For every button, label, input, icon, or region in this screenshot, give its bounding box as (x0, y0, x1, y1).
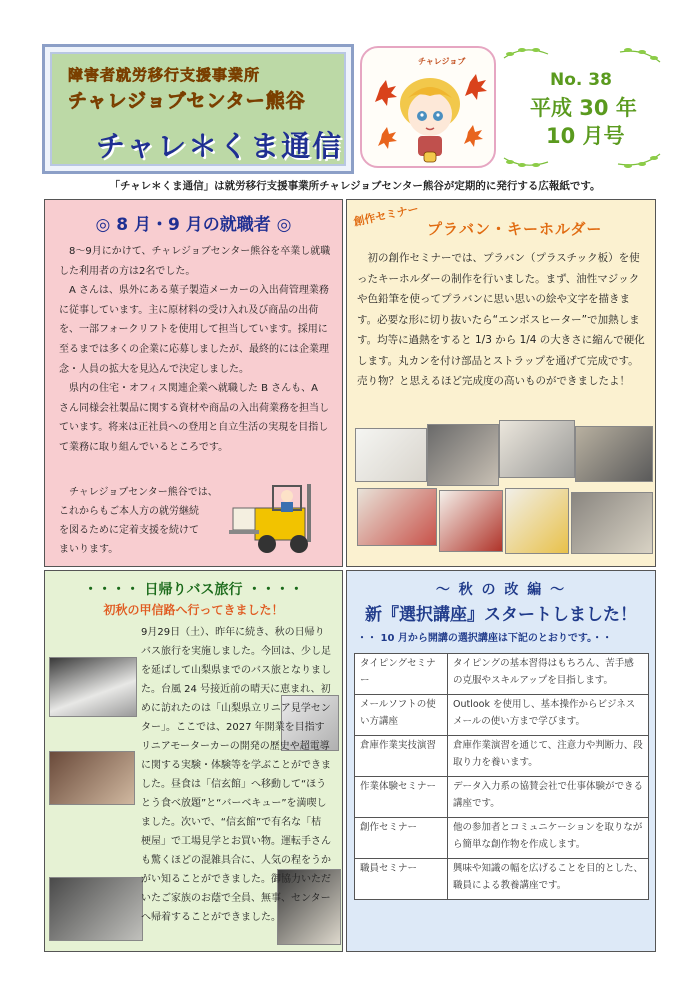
table-row (355, 859, 649, 900)
courses-title: 新『選択講座』スタートしました！ (365, 605, 637, 625)
issue-month: 10 月号 (546, 124, 625, 148)
table-row (355, 777, 649, 818)
course-name: 創作セミナー (355, 818, 448, 859)
masthead-center: チャレジョブセンター熊谷 (68, 90, 306, 112)
employment-paragraph: 8～9月にかけて、チャレジョブセンター熊谷を卒業し就職した利用者の方は2名でした。 (59, 246, 331, 277)
course-name: 作業体験セミナー (355, 777, 448, 818)
courses-table (354, 653, 649, 900)
seminar-photo (505, 488, 569, 554)
course-name: タイピングセミナー (355, 654, 448, 695)
courses-panel (346, 570, 656, 952)
course-desc: タイピングの基本習得はもちろん、苦手感の克服やスキルアップを目指します。 (448, 654, 649, 695)
bus-trip-panel (44, 570, 343, 952)
issue-number: No. 38 (550, 70, 612, 90)
masthead (42, 44, 354, 174)
course-name: メールソフトの使い方講座 (355, 695, 448, 736)
employment-panel (44, 199, 343, 567)
table-row (355, 695, 649, 736)
employment-closing (59, 483, 219, 559)
employment-paragraph: A さんは、県外にある菓子製造メーカーの入出荷管理業務に従事しています。主に原材料の受け入れ及び商品の出荷を、一部フォークリフトを使用して担当しています。採用に至るまでは多くの企業に応募しましたが、最終的には企業理念・人員の拡大を見込んで決定しました。 (59, 285, 329, 375)
mascot-illustration (360, 46, 496, 168)
closing-line: これからもご本人方の就労継続 (59, 506, 199, 517)
courses-kicker: ～ 秋 の 改 編 ～ (435, 582, 567, 598)
bus-trip-title: ・・・・ 日帰りバス旅行 ・・・・ (83, 582, 304, 598)
seminar-panel (346, 199, 656, 567)
seminar-photo (439, 490, 503, 552)
seminar-tag: 創作セミナー (352, 202, 420, 229)
seminar-paragraph: 初の創作セミナーでは、プラバン（プラスチック板）を使ったキーホルダーの制作を行いました。まず、油性マジックや色鉛筆を使ってプラバンに思い思いの絵や文字を描きます。必要な形に切り抜いたら“エンボスヒーター”で加熱します。均等に過熱をすると 1/3 から 1/4 の大きさに縮んで硬化します。丸カンを付け部品とストラップを通げて完成です。売り物？と思えるほど完成度の高いものができましたよ！ (357, 252, 645, 387)
seminar-photo (355, 428, 427, 482)
course-desc: 興味や知識の幅を広げることを目的とした、職員による教養講座です。 (448, 859, 649, 900)
employment-paragraph: 県内の住宅・オフィス関連企業へ就職した B さんも、A さん同様会社製品に関する資材や商品の入出荷業務を担当しています。将来は正社員への登用と自立生活の実現を目指して業務に取り組んでいるところです。 (59, 383, 329, 453)
seminar-photo (571, 492, 653, 554)
course-name: 倉庫作業実技演習 (355, 736, 448, 777)
mascot-caption: チャレジョブ (418, 57, 466, 66)
closing-line: を図るために定着支援を続けて (59, 525, 199, 536)
seminar-title: プラバン・キーホルダー (427, 220, 603, 238)
employment-title: ◎ 8 月・9 月の就職者 ◎ (95, 215, 292, 235)
course-name: 職員セミナー (355, 859, 448, 900)
course-desc: 倉庫作業演習を通じて、注意力や判断力、段取り力を養います。 (448, 736, 649, 777)
course-desc: Outlook を使用し、基本操作からビジネスメールの使い方まで学びます。 (448, 695, 649, 736)
table-row (355, 654, 649, 695)
seminar-photo (575, 426, 653, 482)
bus-trip-body (141, 623, 331, 927)
newsletter-title: チャレ＊くま通信 (96, 129, 344, 163)
course-desc: データ入力系の協賛会社で仕事体験ができる講座です。 (448, 777, 649, 818)
seminar-photo (499, 420, 575, 478)
seminar-body (357, 248, 649, 392)
trip-photo (49, 657, 137, 717)
seminar-photo (427, 424, 499, 486)
intro-text: 「チャレ＊くま通信」は就労移行支援事業所チャレジョブセンター熊谷が定期的に発行する広報紙です。 (109, 180, 601, 192)
issue-info (500, 44, 666, 172)
employment-body (59, 242, 331, 458)
forklift-icon (229, 478, 333, 560)
table-row (355, 818, 649, 859)
trip-photo (49, 751, 135, 805)
bus-trip-paragraph: 9月29日（土）、昨年に続き、秋の日帰りバス旅行を実施しました。今回は、少し足を延ばして山梨県までのバス旅となりました。台風 24 号接近前の晴天に恵まれ、初めに訪れたのは「山梨県立リニア見学センター」。ここでは、2027 年開業を目指すリニアモーターカーの開発の歴史や超電導に関する実験・体験等を学ぶことができました。昼食は「信玄館」へ移動して“ほうとう食べ放題”と“バーベキュー”を満喫しました。次いで、“信玄館”で有名な「桔梗屋」で工場見学とお買い物。運転手さんも驚くほどの混雑具合に、人気の程をうかがい知ることができました。御協力いただいたご家族のお蔭で全員、無事、センターへ帰着することができました。 (141, 627, 331, 923)
closing-line: チャレジョブセンター熊谷では、 (69, 487, 218, 498)
masthead-inner (50, 52, 346, 166)
course-desc: 他の参加者とコミュニケーションを取りながら簡単な創作物を作成します。 (448, 818, 649, 859)
trip-photo (49, 877, 143, 941)
bus-trip-subtitle: 初秋の甲信路へ行ってきました！ (103, 603, 284, 617)
issue-year: 平成 30 年 (530, 96, 637, 120)
closing-line: まいります。 (59, 544, 119, 555)
seminar-photo (357, 488, 437, 546)
courses-note: ・・ 10 月から開講の選択講座は下記のとおりです。・・ (357, 633, 613, 644)
masthead-org: 障害者就労移行支援事業所 (68, 66, 261, 84)
table-row (355, 736, 649, 777)
